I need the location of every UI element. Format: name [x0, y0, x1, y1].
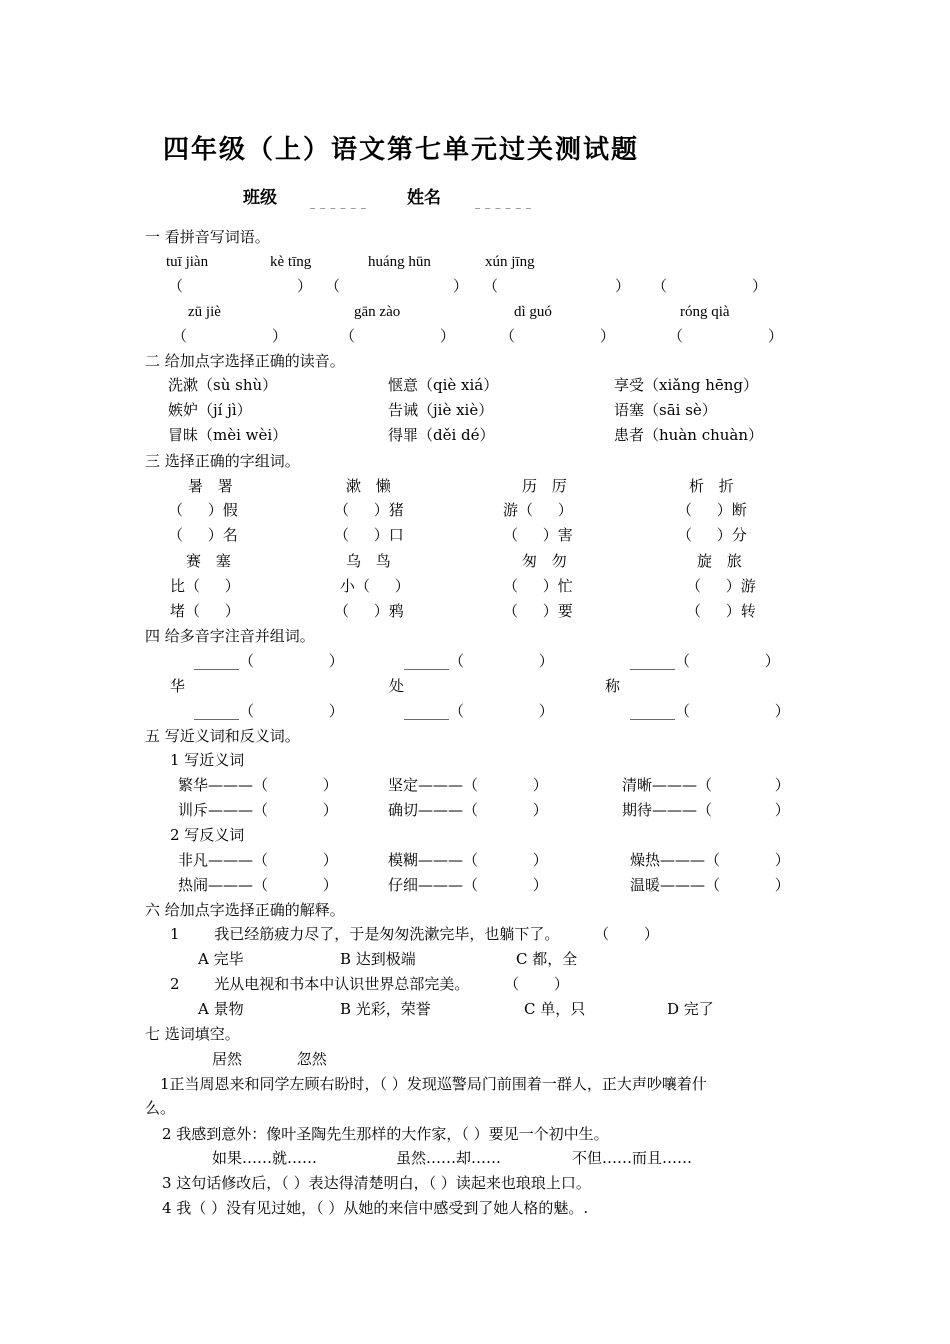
- section-2-heading: 二 给加点字选择正确的读音。: [145, 352, 345, 370]
- word-blank[interactable]: （ ）口: [334, 526, 404, 544]
- polyphone-blank[interactable]: ______（ ）: [194, 702, 344, 720]
- fill-question-1[interactable]: 1正当周恩来和同学左顾右盼时，（ ）发现巡警局门前围着一群人，正大声吵嚷着什: [160, 1075, 707, 1093]
- pinyin-item: róng qià: [680, 304, 730, 320]
- polyphone-blank[interactable]: ______（ ）: [630, 702, 790, 720]
- name-blank[interactable]: _ _ _ _ _ _: [475, 198, 532, 209]
- synonym-item[interactable]: 坚定———（ ）: [388, 776, 548, 794]
- pinyin-item: huáng hūn: [368, 254, 431, 270]
- char-group: 匆 勿: [522, 552, 567, 570]
- reading-item[interactable]: 得罪（děi dé）: [388, 426, 495, 444]
- reading-item[interactable]: 享受（xiǎng hēng）: [614, 376, 759, 394]
- pinyin-item: dì guó: [514, 304, 552, 320]
- char-group: 历 厉: [522, 477, 567, 495]
- polyphone-char: 称: [605, 677, 621, 695]
- word-blank[interactable]: （ ）转: [686, 602, 756, 620]
- fill-question-4[interactable]: 4 我（ ）没有见过她，（ ）从她的来信中感受到了她人格的魅。.: [162, 1199, 589, 1217]
- pinyin-item: tuī jiàn: [166, 254, 209, 270]
- synonym-item[interactable]: 训斥———（ ）: [178, 801, 338, 819]
- reading-item[interactable]: 洗漱（sù shù）: [168, 376, 278, 394]
- answer-blank[interactable]: （: [500, 327, 516, 345]
- answer-blank[interactable]: （: [325, 277, 341, 295]
- pinyin-item: gān zào: [354, 304, 401, 320]
- answer-blank[interactable]: （: [168, 277, 184, 295]
- word-blank[interactable]: （ ）游: [686, 577, 756, 595]
- reading-item[interactable]: 告诫（jiè xiè）: [388, 401, 494, 419]
- answer-blank[interactable]: ）: [297, 277, 313, 295]
- reading-item[interactable]: 嫉妒（jí jì）: [168, 401, 252, 419]
- option[interactable]: B 达到极端: [340, 950, 416, 968]
- fill-question-1-cont: 么。: [145, 1099, 176, 1117]
- word-blank[interactable]: （ ）鸦: [334, 602, 404, 620]
- word-bank-2: 如果……就……: [212, 1149, 318, 1167]
- answer-blank[interactable]: （: [172, 327, 188, 345]
- word-blank[interactable]: （ ）忙: [503, 577, 573, 595]
- option[interactable]: C 都，全: [516, 950, 578, 968]
- antonym-item[interactable]: 温暖———（ ）: [630, 876, 790, 894]
- option[interactable]: C 单，只: [524, 1000, 586, 1018]
- antonym-subheading: 2 写反义词: [170, 826, 245, 844]
- word-blank[interactable]: 小（ ）: [340, 577, 410, 595]
- reading-item[interactable]: 惬意（qiè xiá）: [388, 376, 499, 394]
- word-blank[interactable]: 比（ ）: [170, 577, 240, 595]
- word-blank[interactable]: 游（ ）: [503, 501, 573, 519]
- section-3-heading: 三 选择正确的字组词。: [145, 452, 300, 470]
- word-blank[interactable]: （ ）猪: [334, 501, 404, 519]
- answer-blank[interactable]: ）: [272, 327, 288, 345]
- antonym-item[interactable]: 模糊———（ ）: [388, 851, 548, 869]
- answer-blank[interactable]: ）: [615, 277, 631, 295]
- section-7-heading: 七 选词填空。: [145, 1025, 240, 1043]
- option[interactable]: A 景物: [198, 1000, 244, 1018]
- polyphone-blank[interactable]: ______（ ）: [404, 702, 554, 720]
- word-blank[interactable]: （ ）害: [503, 526, 573, 544]
- word-bank-1: 居然 忽然: [212, 1050, 327, 1068]
- synonym-subheading: 1 写近义词: [170, 751, 245, 769]
- class-label: 班级: [243, 188, 277, 208]
- answer-blank[interactable]: ）: [768, 327, 784, 345]
- char-group: 析 折: [689, 477, 734, 495]
- answer-blank[interactable]: （: [652, 277, 668, 295]
- char-group: 旋 旅: [697, 552, 742, 570]
- reading-item[interactable]: 冒昧（mèi wèi）: [168, 426, 288, 444]
- class-blank[interactable]: _ _ _ _ _ _: [310, 198, 367, 209]
- pinyin-item: xún jīng: [485, 254, 535, 270]
- word-blank[interactable]: （ ）断: [677, 501, 747, 519]
- section-1-heading: 一 看拼音写词语。: [145, 228, 270, 246]
- synonym-item[interactable]: 繁华———（ ）: [178, 776, 338, 794]
- word-bank-2: 不但……而且……: [572, 1149, 693, 1167]
- page-title: 四年级（上）语文第七单元过关测试题: [163, 135, 640, 165]
- option[interactable]: A 完毕: [198, 950, 244, 968]
- reading-item[interactable]: 患者（huàn chuàn）: [614, 426, 764, 444]
- synonym-item[interactable]: 清晰———（ ）: [622, 776, 790, 794]
- option[interactable]: D 完了: [667, 1000, 714, 1018]
- pinyin-item: kè tīng: [270, 254, 312, 270]
- char-group: 乌 鸟: [346, 552, 391, 570]
- word-blank[interactable]: （ ）名: [168, 526, 238, 544]
- answer-blank[interactable]: （: [668, 327, 684, 345]
- pinyin-item: zū jiè: [188, 304, 221, 320]
- polyphone-blank[interactable]: ______（ ）: [404, 652, 554, 670]
- antonym-item[interactable]: 燥热———（ ）: [630, 851, 790, 869]
- polyphone-blank[interactable]: ______（ ）: [630, 652, 780, 670]
- antonym-item[interactable]: 非凡———（ ）: [178, 851, 338, 869]
- question-1[interactable]: 1 我已经筋疲力尽了，于是匆匆洗漱完毕，也躺下了。 （ ）: [170, 925, 659, 943]
- section-4-heading: 四 给多音字注音并组词。: [145, 627, 315, 645]
- section-6-heading: 六 给加点字选择正确的解释。: [145, 901, 345, 919]
- word-bank-2: 虽然……却……: [396, 1149, 502, 1167]
- answer-blank[interactable]: ）: [600, 327, 616, 345]
- answer-blank[interactable]: （: [483, 277, 499, 295]
- reading-item[interactable]: 语塞（sāi sè）: [614, 401, 717, 419]
- polyphone-char: 处: [389, 677, 405, 695]
- synonym-item[interactable]: 确切———（ ）: [388, 801, 548, 819]
- answer-blank[interactable]: ）: [752, 277, 768, 295]
- answer-blank[interactable]: ）: [453, 277, 469, 295]
- word-blank[interactable]: （ ）假: [168, 501, 238, 519]
- polyphone-blank[interactable]: ______（ ）: [194, 652, 344, 670]
- antonym-item[interactable]: 热闹———（ ）: [178, 876, 338, 894]
- question-2[interactable]: 2 光从电视和书本中认识世界总部完美。 （ ）: [170, 975, 569, 993]
- char-group: 暑 署: [188, 477, 233, 495]
- antonym-item[interactable]: 仔细———（ ）: [388, 876, 548, 894]
- synonym-item[interactable]: 期待———（ ）: [622, 801, 790, 819]
- answer-blank[interactable]: ）: [440, 327, 456, 345]
- fill-question-2[interactable]: 2 我感到意外：像叶圣陶先生那样的大作家，（ ）要见一个初中生。: [162, 1125, 609, 1143]
- name-label: 姓名: [407, 188, 441, 208]
- option[interactable]: B 光彩，荣誉: [340, 1000, 431, 1018]
- char-group: 赛 塞: [186, 552, 231, 570]
- answer-blank[interactable]: （: [340, 327, 356, 345]
- word-blank[interactable]: （ ）要: [503, 602, 573, 620]
- char-group: 漱 懒: [346, 477, 391, 495]
- polyphone-char: 华: [170, 677, 186, 695]
- fill-question-3[interactable]: 3 这句话修改后，（ ）表达得清楚明白，（ ）读起来也琅琅上口。: [162, 1174, 591, 1192]
- word-blank[interactable]: （ ）分: [677, 526, 747, 544]
- word-blank[interactable]: 堵（ ）: [170, 602, 240, 620]
- section-5-heading: 五 写近义词和反义词。: [145, 727, 300, 745]
